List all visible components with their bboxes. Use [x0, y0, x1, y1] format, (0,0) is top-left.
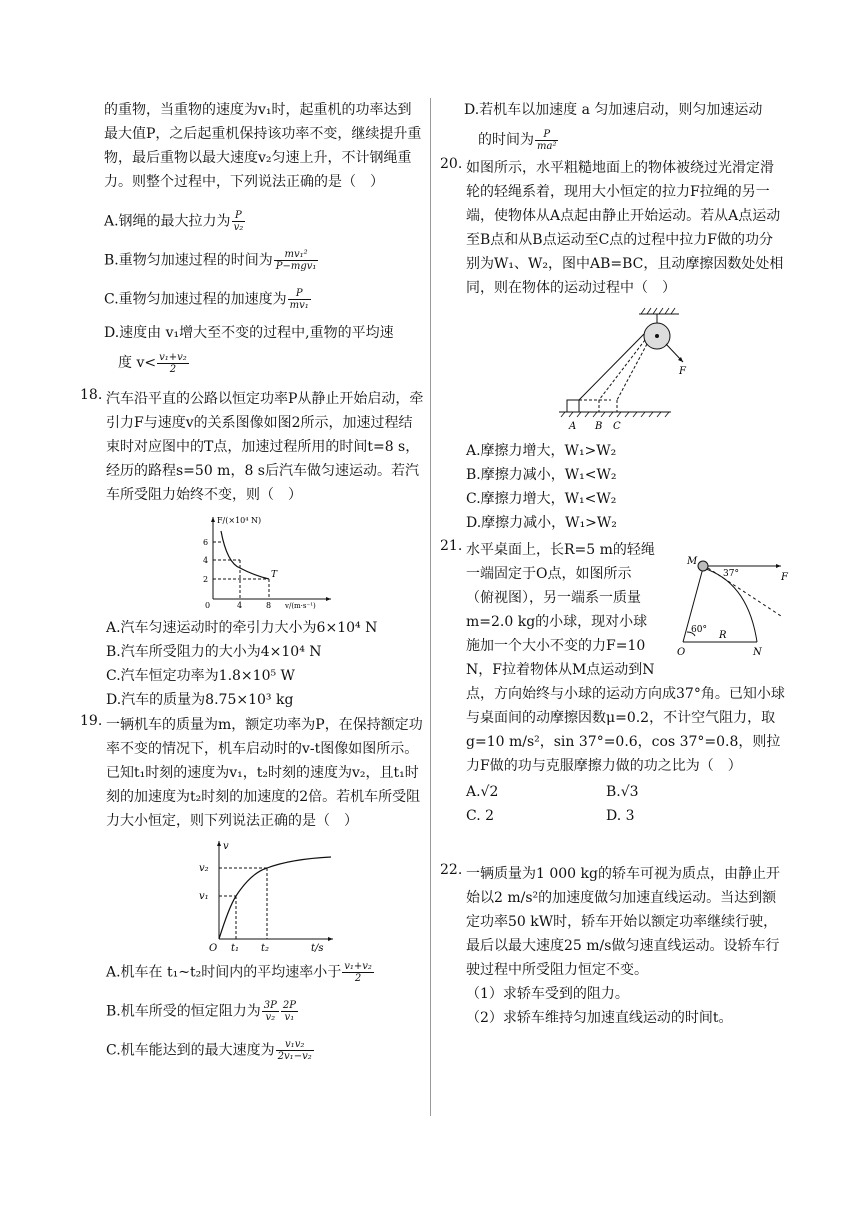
- q20-option-c[interactable]: C.摩擦力增大，W₁<W₂: [466, 491, 617, 507]
- q21-option-a[interactable]: A.√2: [466, 784, 499, 800]
- q18-option-c[interactable]: C.汽车恒定功率为1.8×10⁵ W: [106, 668, 295, 684]
- svg-text:R: R: [719, 630, 727, 641]
- q17-option-a[interactable]: A.钢绳的最大拉力为 $\frac{P}{\text{v₂}}$: [104, 210, 244, 233]
- q21-option-c[interactable]: C. 2: [466, 808, 495, 824]
- q22-sub-question-1: （1）求轿车受到的阻力。: [466, 986, 629, 1002]
- svg-text:A: A: [568, 421, 576, 432]
- q21-option-b[interactable]: B.√3: [606, 784, 639, 800]
- svg-text:8: 8: [265, 601, 271, 610]
- q20-stem: 如图所示，水平粗糙地面上的物体被绕过光滑定滑轮的轻绳系着，现用大小恒定的拉力F拉绳的另一端，使物体从A点起由静止开始运动。若从A点运动至B点和从B点运动至C点的过程中拉力F做的功分别为W₁、W₂，图中AB=BC，且动摩擦因数处处相同，则在物体的运动过程中（ ）: [466, 160, 784, 296]
- q19-option-d[interactable]: D.若机车以加速度 a 匀加速启动，则匀加速运动 的时间为 $\frac{P}{\text{ma²}}$: [464, 102, 763, 152]
- svg-text:4: 4: [236, 601, 242, 610]
- svg-text:F: F: [678, 366, 686, 377]
- svg-text:t₂: t₂: [260, 943, 269, 954]
- svg-text:60°: 60°: [691, 625, 707, 635]
- q17-a-fraction: $\frac{P}{\text{v₂}}$: [233, 210, 244, 233]
- svg-text:C: C: [612, 421, 621, 432]
- q20-option-b[interactable]: B.摩擦力减小，W₁<W₂: [466, 467, 617, 483]
- q17-b-fraction: $\frac{\text{mv₁²}}{\text{P−mgv₁}}$: [275, 249, 317, 272]
- svg-text:N: N: [753, 647, 762, 658]
- q17-c-fraction: $\frac{P}{\text{mv₁}}$: [289, 288, 309, 311]
- q17-option-b[interactable]: B.重物匀加速过程的时间为 $\frac{\text{mv₁²}}{\text{P−mgv₁}}$: [104, 249, 317, 272]
- q17-option-d[interactable]: D.速度由 v₁增大至不变的过程中,重物的平均速 度 v< $\frac{\text{v₁+v₂}}{2}$: [104, 325, 394, 375]
- svg-text:T: T: [270, 570, 277, 580]
- q21-number: 21.: [440, 538, 463, 554]
- q19-option-c[interactable]: C.机车能达到的最大速度为 $\frac{\text{v₁v₂}}{\text{2v₁−v₂}}$: [106, 1039, 312, 1062]
- q19-number: 19.: [80, 713, 103, 729]
- q21-stem: 水平桌面上，长R=5 m的轻绳一端固定于O点，如图所示（俯视图），另一端系一质量m=2.0 kg的小球，现对小球施加一个大小不变的力F=10 N，F拉着物体从M点运动到N点，方向始终与小球的运动方向成37°角。已知小球与桌面间的动摩擦因数μ=0.2，不计空气阻力，取g=10 m/s²，sin 37°=0.6，cos 37°=0.8，则拉力F做的功与克服摩擦力做的功之比为（ ）: [466, 542, 785, 774]
- q20-number: 20.: [440, 156, 463, 172]
- svg-text:37°: 37°: [723, 569, 739, 579]
- question-17: [80, 98, 425, 375]
- svg-text:0: 0: [204, 601, 210, 610]
- q22-stem: 一辆质量为1 000 kg的轿车可视为质点，由静止开始以2 m/s²的加速度做匀加速直线运动。当达到额定功率50 kW时，轿车开始以额定功率继续行驶，最后以最大速度25 m/s做匀速直线运动。设轿车行驶过程中所受阻力恒定不变。: [466, 866, 780, 978]
- q18-option-b[interactable]: B.汽车所受阻力的大小为4×10⁴ N: [106, 644, 322, 660]
- q21-option-d[interactable]: D. 3: [606, 808, 635, 824]
- q18-x-axis-label: v/(m·s⁻¹): [284, 602, 316, 610]
- left-column: [80, 98, 425, 1062]
- svg-text:O: O: [677, 647, 686, 658]
- svg-text:2: 2: [202, 575, 208, 584]
- svg-text:4: 4: [202, 556, 208, 565]
- svg-text:v: v: [222, 841, 229, 852]
- svg-text:O: O: [208, 943, 217, 954]
- svg-text:6: 6: [202, 538, 208, 547]
- svg-text:v₁: v₁: [198, 891, 209, 902]
- q17-stem: 的重物，当重物的速度为v₁时，起重机的功率达到最大值P，之后起重机保持该功率不变，继续提升重物，最后重物以最大速度v₂匀速上升，不计钢绳重力。则整个过程中，下列说法正确的是（ ）: [104, 102, 422, 190]
- svg-text:M: M: [687, 556, 698, 567]
- q19-stem: 一辆机车的质量为m，额定功率为P，在保持额定功率不变的情况下，机车启动时的v-t图像如图所示。已知t₁时刻的速度为v₁，t₂时刻的速度为v₂，且t₁时刻的加速度为t₂时刻的加速度的2倍。若机车所受阻力大小恒定，则下列说法正确的是（ ）: [106, 717, 423, 829]
- column-divider: [430, 98, 431, 1116]
- question-20: [440, 156, 785, 534]
- q19-velocity-time-graph: [191, 837, 341, 955]
- question-22: [440, 862, 785, 1030]
- q18-force-velocity-graph: [191, 511, 341, 611]
- question-19: [80, 713, 425, 1062]
- q21-top-view-diagram: [663, 552, 791, 660]
- svg-text:v₂: v₂: [198, 863, 209, 874]
- q17-d-fraction: $\frac{\text{v₁+v₂}}{2}$: [159, 351, 187, 375]
- q18-stem: 汽车沿平直的公路以恒定功率P从静止开始启动，牵引力F与速度v的关系图像如图2所示，加速过程结束时对应图中的T点，加速过程所用的时间t=8 s，经历的路程s=50 m，8 s后汽车做匀速运动。若汽车所受阻力始终不变，则（ ）: [106, 391, 424, 503]
- q20-pulley-diagram: [551, 304, 701, 434]
- q20-option-d[interactable]: D.摩擦力减小，W₁>W₂: [466, 515, 617, 531]
- right-column: [440, 98, 788, 1030]
- q18-number: 18.: [80, 387, 103, 403]
- q19-option-a[interactable]: A.机车在 t₁~t₂时间内的平均速率小于 $\frac{\text{v₁+v₂}}{2}$: [106, 961, 372, 984]
- svg-text:t₁: t₁: [230, 943, 239, 954]
- svg-text:B: B: [594, 421, 602, 432]
- q18-option-d[interactable]: D.汽车的质量为8.75×10³ kg: [106, 692, 294, 708]
- q19-option-b[interactable]: B.机车所受的恒定阻力为 $\frac{3P}{\text{v₂}}$ $\frac{2P}{\text{v₁}}$: [106, 1000, 296, 1023]
- q18-y-axis-label: F/(×10⁴ N): [216, 516, 261, 525]
- question-21: [440, 538, 788, 828]
- svg-text:t/s: t/s: [310, 943, 324, 954]
- q22-number: 22.: [440, 862, 463, 878]
- question-18: [80, 387, 425, 711]
- q22-sub-question-2: （2）求轿车维持匀加速直线运动的时间t。: [466, 1010, 733, 1026]
- svg-text:F: F: [781, 572, 788, 583]
- q17-option-c[interactable]: C.重物匀加速过程的加速度为 $\frac{P}{\text{mv₁}}$: [104, 288, 309, 311]
- q18-option-a[interactable]: A.汽车匀速运动时的牵引力大小为6×10⁴ N: [106, 620, 378, 636]
- q20-option-a[interactable]: A.摩擦力增大，W₁>W₂: [466, 443, 617, 459]
